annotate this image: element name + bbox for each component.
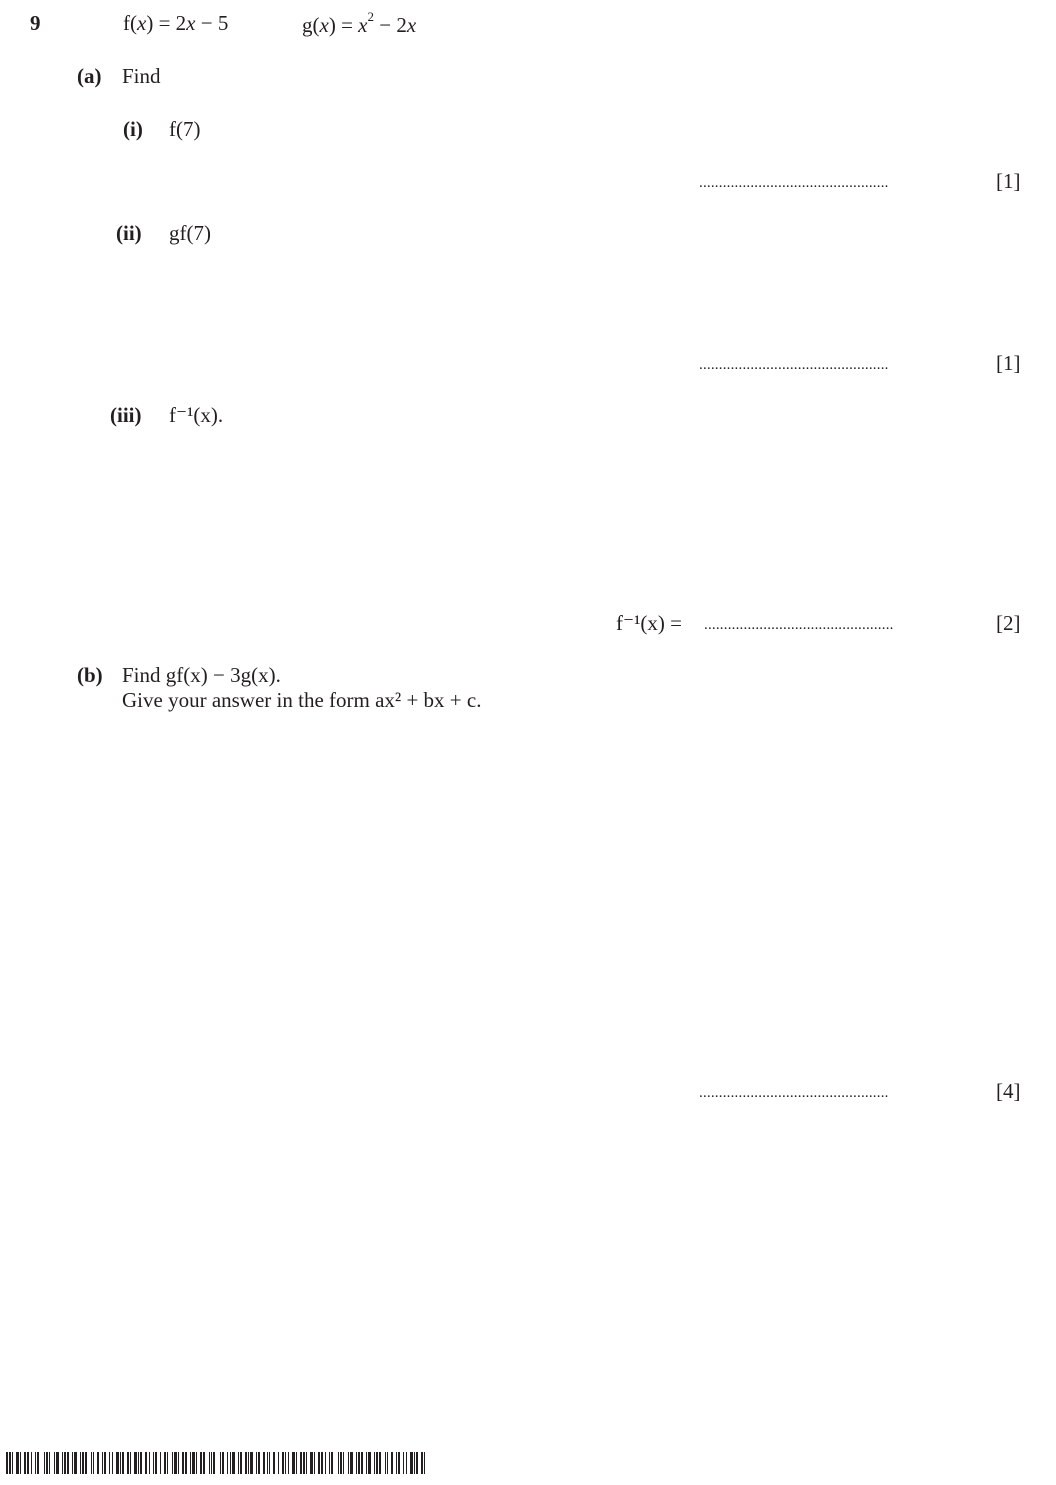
marks-a-i: [1] — [996, 169, 1021, 193]
part-b-line1: Find gf(x) − 3g(x). — [122, 663, 281, 687]
part-a-i-text: f(7) — [169, 117, 201, 141]
answer-line-a-iii[interactable]: ................................................ — [704, 617, 894, 633]
question-number: 9 — [30, 11, 41, 35]
barcode-icon — [6, 1452, 428, 1474]
answer-line-b[interactable]: ................................................ — [699, 1085, 889, 1101]
part-a-iii-label: (iii) — [110, 403, 142, 427]
marks-a-ii: [1] — [996, 351, 1021, 375]
part-a-text: Find — [122, 64, 161, 88]
part-b-label: (b) — [77, 663, 103, 687]
g-definition: $g(x) = x^2 - 2x$ — [302, 9, 417, 37]
part-a-ii-label: (ii) — [116, 221, 142, 245]
answer-line-a-i[interactable]: ................................................ — [699, 175, 889, 191]
part-a-iii-text: f⁻¹(x). — [169, 403, 224, 427]
f-definition: f(x) = 2x − 5 — [123, 11, 229, 35]
part-a-label: (a) — [77, 64, 102, 88]
answer-line-a-ii[interactable]: ................................................ — [699, 357, 889, 373]
marks-b: [4] — [996, 1079, 1021, 1103]
part-a-i-label: (i) — [123, 117, 143, 141]
part-b-line2: Give your answer in the form ax² + bx + c. — [122, 688, 482, 712]
marks-a-iii: [2] — [996, 611, 1021, 635]
part-a-iii-answer-prefix: f⁻¹(x) = — [616, 611, 682, 635]
part-a-ii-text: gf(7) — [169, 221, 211, 245]
